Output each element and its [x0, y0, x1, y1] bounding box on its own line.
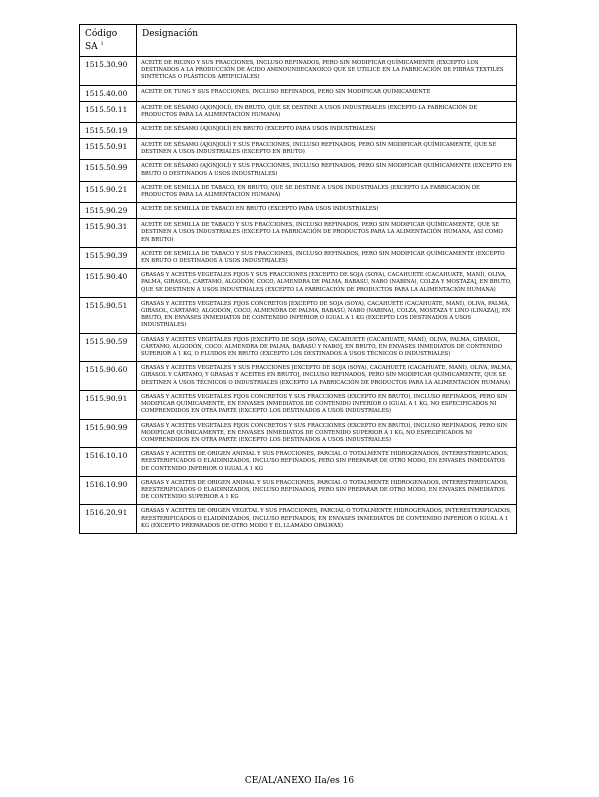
designation-cell: ACEITE DE SEMILLA DE TABACO, EN BRUTO, QUE SE DESTINE A USOS INDUSTRIALES (EXCEPTO LA FABRICACIÓN DE PRODUCTOS PARA LA ALIMENTACIÓN HUMANA): [137, 181, 517, 202]
table-row: [80, 181, 517, 202]
tariff-table: [79, 24, 517, 534]
table-row: [80, 390, 517, 419]
code-column-header: [80, 25, 137, 57]
table-row: [80, 123, 517, 139]
designation-cell: GRASAS Y ACEITES VEGETALES FIJOS CONCRETOS Y SUS FRACCIONES (EXCEPTO EN BRUTO), INCLUSO REFINADOS, PERO SIN MODIFICAR QUÍMICAMENTE, EN ENVASES INMEDIATOS DE CONTENIDO INFERIOR O IGUAL A 1 KG, NO ESPECIFICADOS NI COMPRENDIDOS EN OTRA PARTE (EXCEPTO LOS DESTINADOS A USOS INDUSTRIALES): [137, 390, 517, 419]
hs-code-cell: 1515.30.90: [80, 57, 137, 86]
hs-code-cell: 1515.50.99: [80, 160, 137, 181]
hs-code-cell: 1515.90.40: [80, 269, 137, 298]
table-row: [80, 448, 517, 477]
designation-cell: ACEITE DE SÉSAMO (AJONJOLÍ), EN BRUTO, QUE SE DESTINE A USOS INDUSTRIALES (EXCEPTO LA FABRICACIÓN DE PRODUCTOS PARA LA ALIMENTACIÓN HUMANA): [137, 101, 517, 122]
table-row: [80, 419, 517, 448]
table-row: [80, 476, 517, 505]
designation-cell: GRASAS Y ACEITES VEGETALES Y SUS FRACCIONES [EXCEPTO DE SOJA (SOYA), CACAHUETE (CACAHUATE, MANÍ), OLIVA, PALMA, GIRASOL Y CÁRTAMO, Y GRASAS Y ACEITES EN BRUTO], INCLUSO REFINADOS, PERO SIN MODIFICAR QUÍMICAMENTE, QUE SE DESTINEN A USOS TÉCNICOS O INDUSTRIALES (EXCEPTO LA FABRICACIÓN DE PRODUCTOS PARA LA ALIMENTACIÓN HUMANA): [137, 362, 517, 391]
hs-code-cell: 1516.10.90: [80, 476, 137, 505]
designation-cell: GRASAS Y ACEITES DE ORIGEN VEGETAL Y SUS FRACCIONES, PARCIAL O TOTALMENTE HIDROGENADOS, INTERESTERIFICADOS, REESTERIFICADOS O ELAIDINIZADOS, INCLUSO REFINADOS, EN ENVASES INMEDIATOS DE CONTENIDO INFERIOR O IGUAL A 1 KG (EXCEPTO PREPARADOS DE OTRO MODO Y EL LLAMADO OPALWAX): [137, 505, 517, 534]
table-row: [80, 362, 517, 391]
designation-cell: ACEITE DE TUNG Y SUS FRACCIONES, INCLUSO REFINADOS, PERO SIN MODIFICAR QUÍMICAMENTE: [137, 85, 517, 101]
hs-code-cell: 1515.90.60: [80, 362, 137, 391]
designation-cell: ACEITE DE SÉSAMO (AJONJOLÍ) Y SUS FRACCIONES, INCLUSO REFINADOS, PERO SIN MODIFICAR QUÍMICAMENTE, QUE SE DESTINEN A USOS INDUSTRIALES (EXCEPTO EN BRUTO): [137, 139, 517, 160]
table-row: [80, 85, 517, 101]
hs-code-cell: 1515.50.11: [80, 101, 137, 122]
hs-code-cell: 1516.10.10: [80, 448, 137, 477]
hs-code-cell: 1515.90.31: [80, 219, 137, 248]
designation-cell: ACEITE DE SÉSAMO (AJONJOLÍ) EN BRUTO (EXCEPTO PARA USOS INDUSTRIALES): [137, 123, 517, 139]
hs-code-cell: 1515.90.21: [80, 181, 137, 202]
table-row: [80, 297, 517, 333]
table-row: [80, 139, 517, 160]
code-footnote-marker: 1: [100, 41, 104, 47]
designation-cell: GRASAS Y ACEITES VEGETALES FIJOS Y SUS FRACCIONES [EXCEPTO DE SOJA (SOYA), CACAHUETE (CACAHUATE, MANÍ), OLIVA, PALMA, GIRASOL, CÁRTAMO, ALGODÓN, COCO, ALMENDRA DE PALMA, BABASÚ, NABO (NABINA), COLZA Y MOSTAZA], EN BRUTO, QUE SE DESTINEN A USOS INDUSTRIALES (EXCEPTO LA FABRICACIÓN DE PRODUCTOS PARA LA ALIMENTACIÓN HUMANA): [137, 269, 517, 298]
hs-code-cell: 1515.40.00: [80, 85, 137, 101]
table-row: [80, 247, 517, 268]
table-body: [80, 57, 517, 534]
table-row: [80, 160, 517, 181]
page-footer: CE/AL/ANEXO IIa/es 16: [244, 776, 355, 786]
hs-code-cell: 1515.90.99: [80, 419, 137, 448]
designation-cell: ACEITE DE SEMILLA DE TABACO Y SUS FRACCIONES, INCLUSO REFINADOS, PERO SIN MODIFICAR QUÍMICAMENTE (EXCEPTO EN BRUTO O DESTINADOS A USOS INDUSTRIALES): [137, 247, 517, 268]
table-header-row: [80, 25, 517, 57]
designation-cell: ACEITE DE SEMILLA DE TABACO Y SUS FRACCIONES, INCLUSO REFINADOS, PERO SIN MODIFICAR QUÍMICAMENTE, QUE SE DESTINEN A USOS INDUSTRIALES (EXCEPTO LA FABRICACIÓN DE PRODUCTOS PARA LA ALIMENTACIÓN HUMANA, ASÍ COMO EN BRUTO): [137, 219, 517, 248]
designation-cell: GRASAS Y ACEITES DE ORIGEN ANIMAL Y SUS FRACCIONES, PARCIAL O TOTALMENTE HIDROGENADOS, INTERESTERIFICADOS, REESTERIFICADOS O ELAIDINIZADOS, INCLUSO REFINADOS, PERO SIN PREPARAR DE OTRO MODO, EN ENVASES INMEDIATOS DE CONTENIDO INFERIOR O IGUAL A 1 KG: [137, 448, 517, 477]
code-header-line1: Código: [85, 29, 118, 39]
description-column-header: Designación: [137, 25, 517, 57]
table-row: [80, 333, 517, 362]
code-header-line2: SA: [85, 42, 98, 52]
designation-cell: ACEITE DE SÉSAMO (AJONJOLÍ) Y SUS FRACCIONES, INCLUSO REFINADOS, PERO SIN MODIFICAR QUÍMICAMENTE (EXCEPTO EN BRUTO O DESTINADOS A USOS INDUSTRIALES): [137, 160, 517, 181]
hs-code-cell: 1515.90.39: [80, 247, 137, 268]
table-row: [80, 57, 517, 86]
hs-code-cell: 1515.50.91: [80, 139, 137, 160]
designation-cell: GRASAS Y ACEITES DE ORIGEN ANIMAL Y SUS FRACCIONES, PARCIAL O TOTALMENTE HIDROGENADOS, INTERESTERIFICADOS, REESTERIFICADOS O ELAIDINIZADOS, INCLUSO REFINADOS, PERO SIN PREPARAR DE OTRO MODO, EN ENVASES INMEDIATOS DE CONTENIDO SUPERIOR A 1 KG: [137, 476, 517, 505]
hs-code-cell: 1515.90.91: [80, 390, 137, 419]
hs-code-cell: 1516.20.91: [80, 505, 137, 534]
hs-code-cell: 1515.90.51: [80, 297, 137, 333]
designation-cell: GRASAS Y ACEITES VEGETALES FIJOS CONCRETOS [EXCEPTO DE SOJA (SOYA), CACAHUETE (CACAHUATE, MANÍ), OLIVA, PALMA, GIRASOL, CÁRTAMO, ALGODÓN, COCO, ALMENDRA DE PALMA, BABASÚ, NABO (NABINA), COLZA, MOSTAZA Y LINO (LINAZA)], EN BRUTO, EN ENVASES INMEDIATOS DE CONTENIDO INFERIOR O IGUAL A 1 KG (EXCEPTO LOS DESTINADOS A USOS INDUSTRIALES): [137, 297, 517, 333]
table-row: [80, 269, 517, 298]
table-row: [80, 101, 517, 122]
designation-cell: ACEITE DE SEMILLA DE TABACO EN BRUTO (EXCEPTO PARA USOS INDUSTRIALES): [137, 203, 517, 219]
table-row: [80, 203, 517, 219]
designation-cell: ACEITE DE RICINO Y SUS FRACCIONES, INCLUSO REFINADOS, PERO SIN MODIFICAR QUÍMICAMENTE (EXCEPTO LOS DESTINADOS A LA PRODUCCIÓN DE ÁCIDO AMINOUNDECANOICO QUE SE UTILICE EN LA FABRICACIÓN DE FIBRAS TEXTILES SINTÉTICAS O PLÁSTICOS ARTIFICIALES): [137, 57, 517, 86]
designation-cell: GRASAS Y ACEITES VEGETALES FIJOS CONCRETOS Y SUS FRACCIONES (EXCEPTO EN BRUTO), INCLUSO REFINADOS, PERO SIN MODIFICAR QUÍMICAMENTE, EN ENVASES INMEDIATOS DE CONTENIDO SUPERIOR A 1 KG, NO ESPECIFICADOS NI COMPRENDIDOS EN OTRA PARTE (EXCEPTO LOS DESTINADOS A USOS INDUSTRIALES): [137, 419, 517, 448]
designation-cell: GRASAS Y ACEITES VEGETALES FIJOS [EXCEPTO DE SOJA (SOYA), CACAHUETE (CACAHUATE, MANÍ), OLIVA, PALMA, GIRASOL, CÁRTAMO, ALGODÓN, COCO, ALMENDRA DE PALMA, BABASÚ Y NABO], EN BRUTO, EN ENVASES INMEDIATOS DE CONTENIDO SUPERIOR A 1 KG, O FLUIDOS EN BRUTO (EXCEPTO LOS DESTINADOS A USOS TÉCNICOS O INDUSTRIALES): [137, 333, 517, 362]
hs-code-cell: 1515.50.19: [80, 123, 137, 139]
hs-code-cell: 1515.90.59: [80, 333, 137, 362]
table-row: [80, 505, 517, 534]
hs-code-cell: 1515.90.29: [80, 203, 137, 219]
table-row: [80, 219, 517, 248]
